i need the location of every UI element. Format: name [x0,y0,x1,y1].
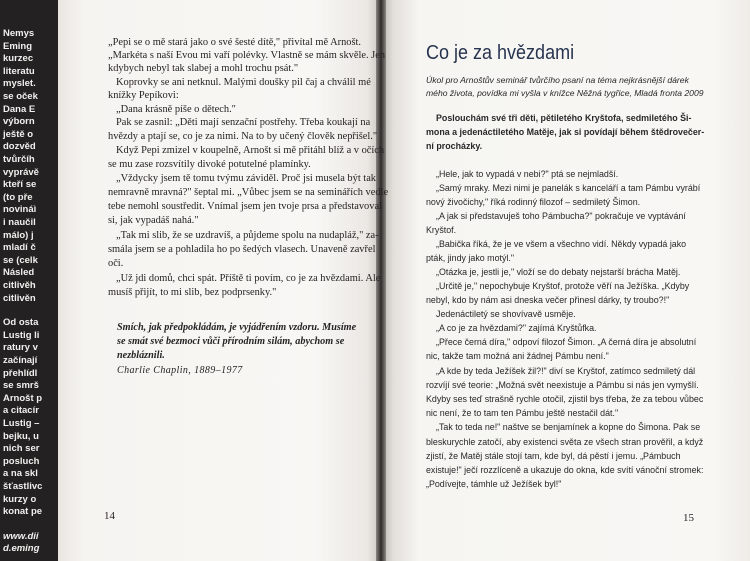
right-text-line: „Tak to teda ne!" naštve se benjamínek a kopne do Šimona. Pak se [436,422,701,432]
cover-text-line: a citacír [3,405,39,417]
book-cover-strip [0,0,64,561]
cover-text-line: Lustig – [3,418,40,429]
left-text-line: „Markéta s naší Evou mi vaří polévky. Vlastně se mám skvěle. Jen [108,50,386,61]
cover-text-line: Od osta [3,317,39,329]
right-text-line: rozvíjí své teorie: „Možná svět neexistuje a Pámbu si nás jen vymyšlí. [426,380,699,390]
left-text-line: Koprovky se ani netknul. Malými doušky pil čaj a chválil mé [116,77,371,88]
left-text-line: „Vždycky jsem tě tomu tvýmu záviděl. Proč jsi musela být tak [116,173,376,184]
cover-text-line: vyprávě [3,166,39,178]
cover-text-line: Nemys [3,28,35,39]
page-number-right: 15 [683,512,694,524]
cover-text-line: šťastlivc [3,481,43,492]
epigraph-quote-line: Smích, jak předpokládám, je vyjádřením vzdoru. Musíme [117,322,357,333]
right-text-line: Kryštof. [426,225,457,235]
right-text-line: pták, jindy jako motýl." [426,253,514,263]
cover-text-line: Lustig li [3,329,40,341]
right-text-line: „Babička říká, že je ve všem a všechno vidí. Někdy vypadá jako [436,239,687,249]
left-text-line: knížky Pepíkovi: [108,90,179,101]
right-text-line: „Samý mraky. Mezi nimi je panelák s kanceláří a tam Pámbu vyrábí [436,183,701,193]
cover-text-line: výborn [3,116,35,128]
epigraph-quote-line: nezbláznili. [117,350,165,361]
right-text-line: nebyl, kdo by nám asi dneska večer přinesl dárky, ty troubo?!" [426,295,670,305]
cover-text-line: kurzec [3,53,34,65]
cover-text-line: a na skl [3,468,38,480]
left-text-line: tebe nemohl soustředit. Vnímal jsem jen tvoje prsa a představoval [108,201,382,212]
left-text-line: „Dana krásně píše o dětech." [116,104,236,115]
right-text-line: „Podívejte, támhle už Ježíšek byl!" [426,479,562,489]
left-text-line: Pak se zasnil: „Děti mají senzační postřehy. Třeba koukají na [116,117,371,128]
cover-text-line: (to pře [3,191,33,203]
cover-text-line: mladí č [3,242,36,254]
cover-text-line: málo) j [3,229,34,241]
cover-text-line: i naučil [3,217,36,228]
right-text-line: bleskurychle zatočí, aby existenci světa ze všech stran prověřil, a když [426,437,704,447]
cover-text-line: Dana E [3,103,36,115]
cover-text-line: Eming [3,40,33,52]
cover-text-line: začínají [3,355,38,366]
chapter-subtitle-line: Úkol pro Arnoštův seminář tvůrčího psaní na téma nejkrásnější dárek [426,75,689,85]
chapter-title: Co je za hvězdami [426,42,575,64]
cover-text-line: se (celk [3,254,38,266]
cover-text-line: d.eming [3,543,40,555]
right-text-line: Kdyby ses teď strašně rychle otočil, zjistil bys třeba, že za tebou vůbec [426,394,704,404]
cover-text-line: novináì [3,204,37,216]
cover-text-line: tvůrčíh [3,154,35,165]
right-text-line: „Přece černá díra," odpoví filozof Šimon. „A černá díra je absolutní [436,337,697,347]
chapter-intro-line: Poslouchám své tři děti, pětiletého Kryštofa, sedmiletého Ši- [436,113,692,123]
cover-text-line: Arnošt p [3,392,43,404]
cover-text-line: Násled [3,267,35,279]
epigraph-author: Charlie Chaplin, 1889–1977 [117,365,243,376]
left-text-line: kdybych nebyl tak slabej a mohl trochu psát." [108,63,299,74]
chapter-intro-line: mona a jedenáctiletého Matěje, jak si povídají během štědrovečer- [426,127,705,137]
right-text-line: nový živočichy," říká rodinný filozof – sedmiletý Šimon. [426,197,641,207]
cover-text-line: dozvěd [3,141,36,153]
cover-text-line: nich ser [3,443,40,455]
chapter-intro-line: ní procházky. [426,141,483,151]
left-text-line: „Pepi se o mě stará jako o své šesté dítě," přivítal mě Arnošt. [108,37,361,48]
cover-text-line: ještě o [3,128,34,140]
left-text-line: musíš přijít, to mi slib, bez podprsenky." [108,287,277,298]
cover-text-line: myslet. [3,78,36,90]
cover-text-line: konat pe [3,506,43,518]
left-text-line: oči. [108,258,124,269]
epigraph-quote-line: se smát své bezmoci vůči přírodním silám, abychom se [117,336,345,347]
right-text-line: „Otázka je, jestli je," vloží se do debaty nejstarší brácha Matěj. [436,267,681,277]
cover-text-line: posluch [3,455,40,467]
page-number-left: 14 [104,510,115,522]
cover-text-line: se oček [3,91,38,102]
right-text-line: zjistí, že Matěj stále stojí tam, kde byl, dá pěstí i jemu. „Pámbuch [426,451,681,461]
left-text-line: hvězdy a ptají se, co je za nimi. Na to by učený člověk nepřišel." [108,131,378,142]
right-text-line: „Určitě je," nepochybuje Kryštof, protože věří na Ježíška. „Kdyby [436,281,690,291]
cover-text-line: citlivěn [3,292,36,304]
chapter-subtitle-line: mého života, povídka mi vyšla v knížce Něžná tygřice, Mladá fronta 2009 [426,88,704,98]
right-text-line: existuje!" ječí rozzlíceně a ukazuje do okna, kde svítí vánoční stromek: [426,465,704,475]
left-text-line: „Už jdi domů, chci spát. Příště ti povím, co je za hvězdami. Ale [116,273,381,284]
cover-text-line: bejku, u [3,430,39,442]
right-text-line: „A jak si představuješ toho Pámbucha?" pokračuje ve vyptávání [436,211,686,221]
cover-text-line: přehlídl [3,367,38,379]
cover-text-line: kteří se [3,179,37,191]
left-text-line: si, jak vypadáš nahá." [108,215,199,226]
right-text-line: „A kde by teda Ježíšek žil?!" diví se Kryštof, zatímco sedmiletý dál [436,366,696,376]
right-text-line: nic, takže tam možná ani žádnej Pámbu není." [426,351,609,361]
left-text-line: Když Pepi zmizel v koupelně, Arnošt si mě přitáhl blíž a v očích [116,145,385,156]
left-text-line: se mu zase rozsvítily divoké potutelné plamínky. [108,159,311,170]
left-text-line: nemravně mravná?" šeptal mi. „Vůbec jsem se na seminářích vedle [108,187,389,198]
cover-text-line: se smrš [3,380,39,392]
left-text-line: smála jsem se a pohladila ho po šedých vlasech. Unaveně zavřel [108,244,376,255]
left-text-line: „Tak mi slib, že se uzdravíš, a půjdeme spolu na nudapláž," za- [116,230,379,241]
cover-text-line: citlivěh [3,280,36,291]
right-text-line: nic není, že to tam ten Pámbu ještě nestačil dát." [426,408,619,418]
right-text-line: „A co je za hvězdami?" zajímá Kryštůfka. [436,323,597,333]
cover-text-line: ratury v [3,342,38,354]
right-text-line: Jedenáctiletý se shovívavě usměje. [436,309,576,319]
cover-text-line: www.dii [3,530,39,542]
cover-text-line: kurzy o [3,493,37,505]
right-text-line: „Hele, jak to vypadá v nebi?" ptá se nejmladší. [436,169,619,179]
cover-text-line: literatu [3,65,35,77]
